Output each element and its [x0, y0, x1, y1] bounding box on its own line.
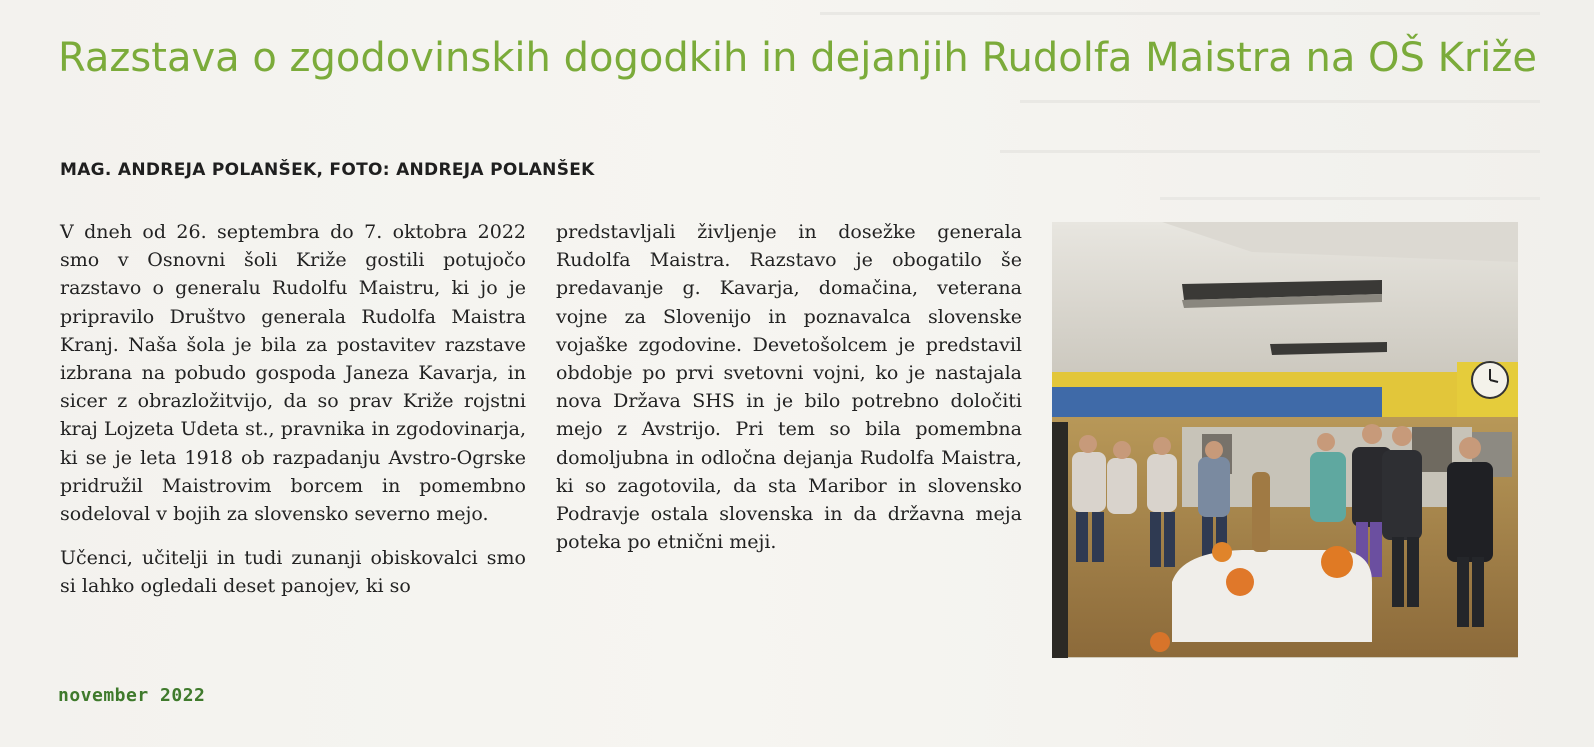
article-column-1	[60, 218, 526, 617]
article-column-2	[556, 218, 1022, 572]
bleed-through-line	[1020, 100, 1540, 103]
paragraph: V dneh od 26. septembra do 7. oktobra 2022 smo v Osnovni šoli Križe gostili potujočo razstavo o generalu Rudolfu Maistru, ki jo je pripravilo Društvo generala Rudolfa Maistra Kranj. Naša šola je bila za postavitev razstave izbrana na pobudo gospoda Janeza Kavarja, in sicer z obrazložitvijo, da so prav Križe rojstni kraj Lojzeta Udeta st., pravnika in zgodovinarja, ki se je leta 1918 ob razpadanju Avstro-Ogrske pridružil Maistrovim borcem in pomembno sodeloval v bojih za slovensko severno mejo.	[60, 221, 526, 526]
bleed-through-line	[1160, 197, 1540, 200]
article-byline: MAG. ANDREJA POLANŠEK, FOTO: ANDREJA POLANŠEK	[60, 160, 595, 180]
paragraph: predstavljali življenje in dosežke generala Rudolfa Maistra. Razstavo je obogatilo še predavanje g. Kavarja, domačina, veterana vojne za Slovenijo in poznavalca slovenske vojaške zgodovine. Devetošolcem je predstavil obdobje po prvi svetovni vojni, ko je nastajala nova Država SHS in je bilo potrebno določiti mejo z Avstrijo. Pri tem so bila pomembna domoljubna in odločna dejanja Rudolfa Maistra, ki so zagotovila, da sta Maribor in slovensko Podravje ostala slovenska in da državna meja poteka po etnični meji.	[556, 221, 1022, 554]
article-title: Razstava o zgodovinskih dogodkih in dejanjih Rudolfa Maistra na OŠ Križe	[58, 35, 1538, 81]
issue-date-footer: november 2022	[58, 685, 206, 706]
bleed-through-line	[1000, 150, 1540, 153]
exhibition-photo-illustration	[1052, 222, 1518, 658]
exhibition-photo	[1052, 222, 1518, 658]
bleed-through-line	[820, 12, 1540, 15]
paragraph: Učenci, učitelji in tudi zunanji obiskovalci smo si lahko ogledali deset panojev, ki so	[60, 547, 526, 598]
